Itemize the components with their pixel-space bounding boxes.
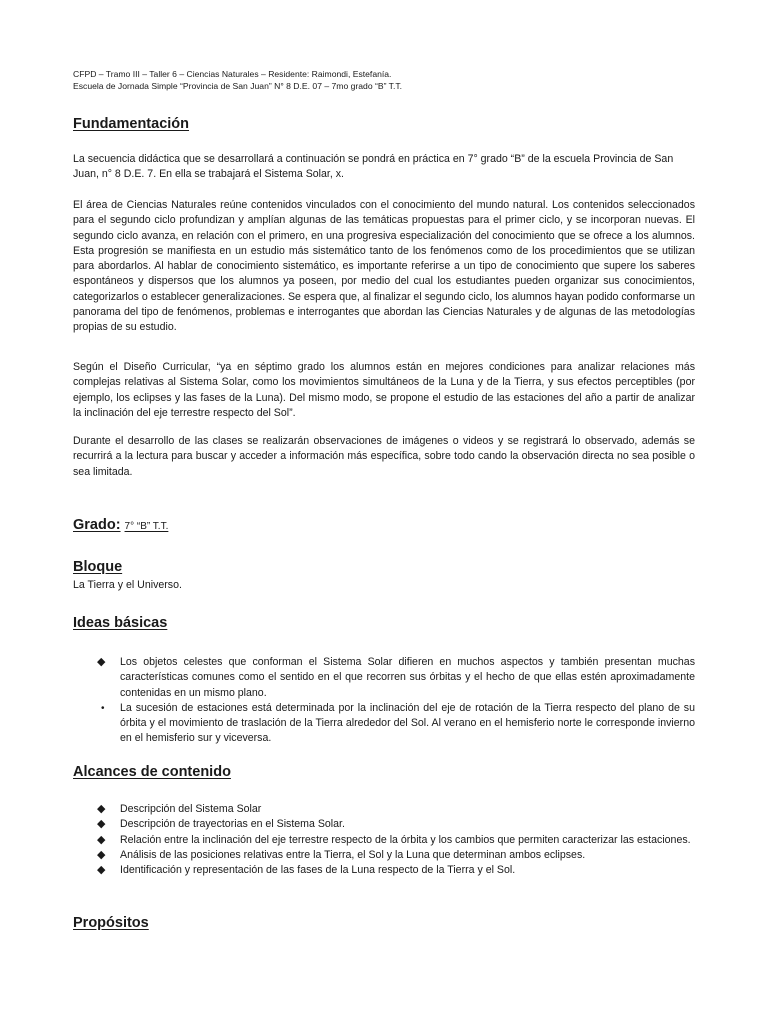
heading-alcances: Alcances de contenido	[73, 764, 231, 780]
list-item-text: Análisis de las posiciones relativas entre la Tierra, el Sol y la Luna que determinan ambos eclipses.	[120, 848, 586, 861]
list-item-text: Identificación y representación de las fases de la Luna respecto de la Tierra y el Sol.	[120, 864, 516, 877]
alcances-list	[73, 802, 695, 878]
list-item	[73, 655, 695, 701]
diamond-bullet-icon: ◆	[97, 818, 106, 831]
diamond-bullet-icon: ◆	[97, 833, 106, 846]
ideas-list	[73, 655, 695, 747]
heading-ideas-basicas: Ideas básicas	[73, 615, 168, 631]
list-item-text: Relación entre la inclinación del eje terrestre respecto de la órbita y los cambios que permiten caracterizar las estaciones.	[120, 833, 691, 846]
small-bullet-icon: •	[101, 702, 105, 714]
grado-value: 7° “B” T.T.	[124, 521, 169, 532]
diamond-bullet-icon: ◆	[97, 803, 106, 815]
heading-bloque: Bloque	[73, 559, 123, 575]
list-item	[73, 802, 695, 817]
bloque-text: La Tierra y el Universo.	[73, 579, 182, 591]
grado-label: Grado:	[73, 517, 121, 533]
paragraph-intro: La secuencia didáctica que se desarrollará a continuación se pondrá en práctica en 7° grado “B” de la escuela Provincia de San Juan, n° 8 D.E. 7. En ella se trabajará el Sistema Solar, x.	[73, 153, 674, 181]
list-item	[73, 817, 695, 832]
paragraph-development: Durante el desarrollo de las clases se realizarán observaciones de imágenes o videos y se registrará lo observado, además se recurrirá a la lectura para buscar y acceder a información más específica, sobre todo cando la observación directa no sea posible o sea limitada.	[73, 435, 695, 478]
list-item-text: Los objetos celestes que conforman el Sistema Solar difieren en muchos aspectos y también presentan muchas características comunes como el sentido en el que recorren sus órbitas y el hecho de que ellas estén aproximadamente contenidas en un mismo plano.	[120, 656, 695, 699]
header-line-school: Escuela de Jornada Simple “Provincia de San Juan” N° 8 D.E. 07 – 7mo grado “B” T.T.	[73, 81, 403, 91]
heading-fundamentacion: Fundamentación	[73, 116, 190, 132]
heading-propositos: Propósitos	[73, 915, 149, 931]
diamond-bullet-icon: ◆	[97, 864, 106, 877]
list-item	[73, 848, 695, 863]
paragraph-curricular-design: Según el Diseño Curricular, “ya en séptimo grado los alumnos están en mejores condiciones para analizar relaciones más complejas relativas al Sistema Solar, como los movimientos simultáneos de la Luna y de la Tierra, y sus efectos perceptibles (por ejemplo, los eclipses y las fases de la Luna). Del mismo modo, se propone el estudio de las estaciones del año a partir de analizar la inclinación del eje terrestre respecto del Sol”.	[73, 361, 695, 419]
list-item-text: La sucesión de estaciones está determinada por la inclinación del eje de rotación de la Tierra respecto del plano de su órbita y el movimiento de traslación de la Tierra alrededor del Sol. Al verano en el hemisferio norte le corresponde invierno en el hemisferio sur y viceversa.	[120, 701, 695, 745]
diamond-bullet-icon: ◆	[97, 848, 106, 861]
list-item	[73, 863, 695, 878]
list-item-text: Descripción de trayectorias en el Sistema Solar.	[120, 818, 345, 831]
header-line-course: CFPD – Tramo III – Taller 6 – Ciencias Naturales – Residente: Raimondi, Estefanía.	[73, 69, 392, 79]
heading-grado	[73, 517, 168, 533]
list-item	[73, 833, 695, 848]
paragraph-area: El área de Ciencias Naturales reúne contenidos vinculados con el conocimiento del mundo natural. Los contenidos seleccionados para el segundo ciclo profundizan y amplían algunas de las temáticas propuestas para el primer ciclo, y se incorporan nuevas. El segundo ciclo avanza, en relación con el primero, en una progresiva especialización del conocimiento que se ofrece a los alumnos. Esta progresión se manifiesta en un estudio más sistemático tanto de los fenómenos como de los procedimientos que se utilizan para abordarlos. Al hablar de conocimiento sistemático, es importante referirse a un tipo de conocimiento que supere los saberes espontáneos y dispersos que los alumnos ya poseen, por medio del cual los estudiantes pueden organizar sus conocimientos, categorizarlos o establecer generalizaciones. Se espera que, al finalizar el segundo ciclo, los alumnos hayan podido conformarse un panorama del tipo de fenómenos, problemas e interrogantes que abordan las Ciencias Naturales y de algunas de las metodologías propias de su estudio.	[73, 199, 695, 334]
diamond-bullet-icon: ◆	[97, 656, 106, 668]
list-item-text: Descripción del Sistema Solar	[120, 803, 262, 815]
list-item	[73, 701, 695, 747]
